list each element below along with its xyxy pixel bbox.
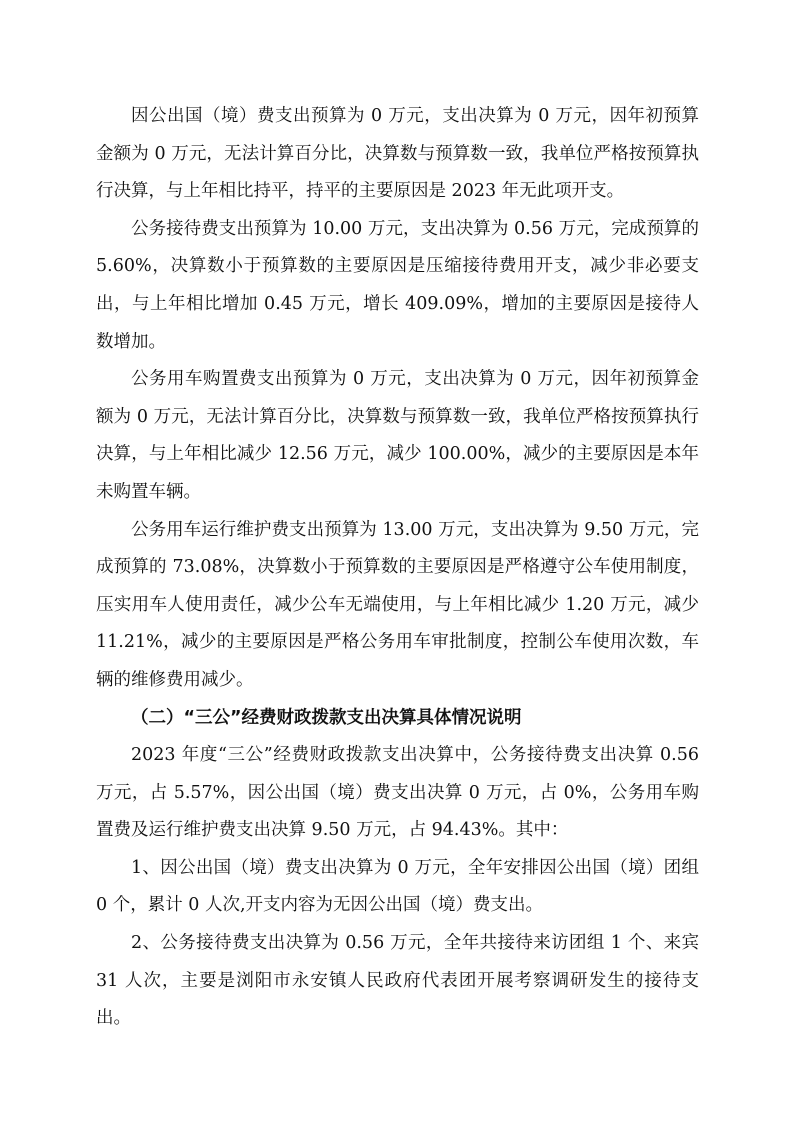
- section-heading: （二）“三公”经费财政拨款支出决算具体情况说明: [131, 707, 522, 728]
- paragraph-item-2-reception: 2、公务接待费支出决算为 0.56 万元，全年共接待来访团组 1 个、来宾 31 人次，主要是浏阳市永安镇人民政府代表团开展考察调研发生的接待支出。: [96, 933, 699, 1029]
- paragraph-official-reception: 公务接待费支出预算为 10.00 万元，支出决算为 0.56 万元，完成预算的 5.60%，决算数小于预算数的主要原因是压缩接待费用开支，减少非必要支出，与上年相比增加 0.45 万元，增长 409.09%，增加的主要原因是接待人数增加。: [96, 218, 699, 352]
- paragraph-overseas-travel: 因公出国（境）费支出预算为 0 万元，支出决算为 0 万元，因年初预算金额为 0 万元，无法计算百分比，决算数与预算数一致，我单位严格按预算执行决算，与上年相比持平，持平的主要原因是 2023 年无此项开支。: [96, 106, 699, 202]
- document-body: [96, 98, 699, 1038]
- paragraph-vehicle-maintenance: 公务用车运行维护费支出预算为 13.00 万元，支出决算为 9.50 万元，完成预算的 73.08%，决算数小于预算数的主要原因是严格遵守公车使用制度，压实用车人使用责任，减少公车无端使用，与上年相比减少 1.20 万元，减少 11.21%，减少的主要原因是严格公务用车审批制度，控制公车使用次数，车辆的维修费用减少。: [96, 519, 699, 690]
- paragraph-three-public-summary: 2023 年度“三公”经费财政拨款支出决算中，公务接待费支出决算 0.56 万元，占 5.57%，因公出国（境）费支出决算 0 万元，占 0%，公务用车购置费及运行维护费支出决算 9.50 万元，占 94.43%。其中：: [96, 745, 699, 841]
- paragraph-item-1-overseas: 1、因公出国（境）费支出决算为 0 万元，全年安排因公出国（境）团组 0 个，累计 0 人次,开支内容为无因公出国（境）费支出。: [96, 857, 699, 916]
- paragraph-vehicle-purchase: 公务用车购置费支出预算为 0 万元，支出决算为 0 万元，因年初预算金额为 0 万元，无法计算百分比，决算数与预算数一致，我单位严格按预算执行决算，与上年相比减少 12.56 万元，减少 100.00%，减少的主要原因是本年未购置车辆。: [96, 369, 699, 502]
